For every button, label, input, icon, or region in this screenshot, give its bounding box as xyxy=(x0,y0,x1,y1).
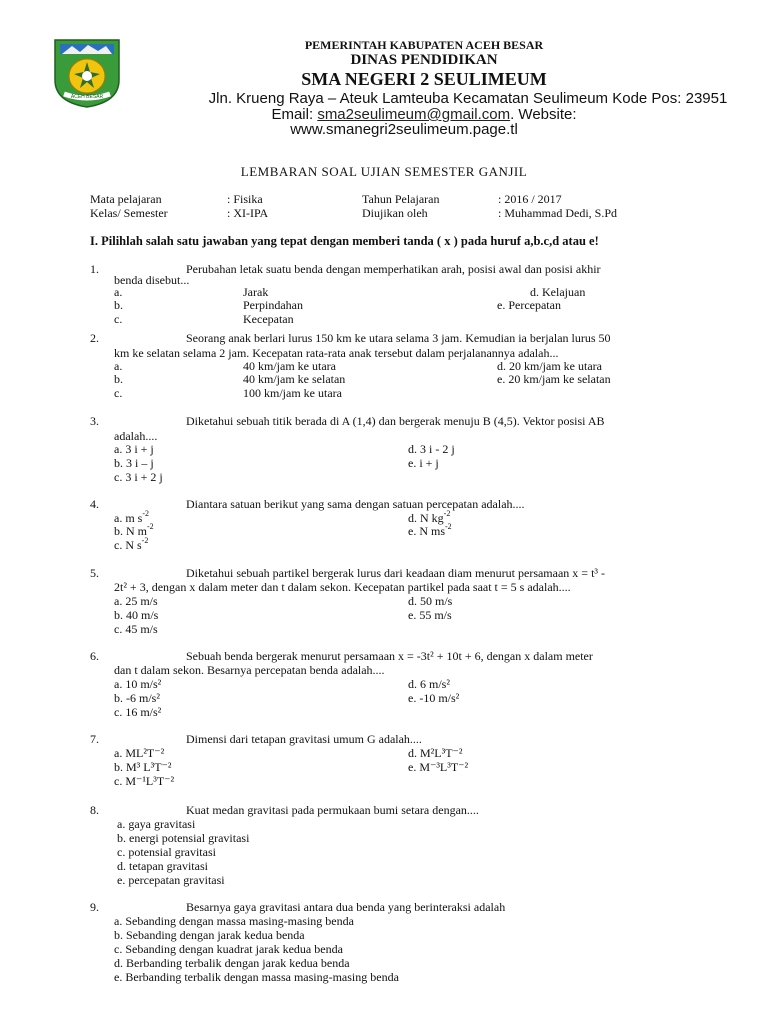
q6-option-e[interactable]: e. -10 m/s² xyxy=(408,691,460,705)
q3-option-b[interactable]: b. 3 i – j xyxy=(114,456,154,470)
info-mapel-label: Mata pelajaran xyxy=(90,192,162,206)
website-label: . Website: xyxy=(510,106,577,123)
q1-option-a-letter[interactable]: a. xyxy=(114,285,123,299)
q2-option-c-text: 100 km/jam ke utara xyxy=(243,386,342,400)
q2-text-line2: km ke selatan selama 2 jam. Kecepatan rata-rata anak tersebut dalam perjalanannya adalah... xyxy=(114,346,559,360)
q1-option-b-text: Perpindahan xyxy=(243,298,303,312)
q2-option-e[interactable]: e. 20 km/jam ke selatan xyxy=(497,372,611,386)
q9-number: 9. xyxy=(90,900,99,914)
q9-option-c[interactable]: c. Sebanding dengan kuadrat jarak kedua benda xyxy=(114,942,343,956)
q9-text: Besarnya gaya gravitasi antara dua benda yang berinteraksi adalah xyxy=(186,900,506,914)
instruction: I. Pilihlah salah satu jawaban yang tepat dengan memberi tanda ( x ) pada huruf a,b.c,d atau e! xyxy=(90,234,599,248)
info-kelas-value: : XI-IPA xyxy=(227,206,269,220)
q1-text-line1: Perubahan letak suatu benda dengan memperhatikan arah, posisi awal dan posisi akhir xyxy=(186,262,601,276)
q4-option-d-text: d. N kg xyxy=(408,511,444,525)
q5-option-e[interactable]: e. 55 m/s xyxy=(408,608,452,622)
q6-number: 6. xyxy=(90,649,99,663)
q5-option-b[interactable]: b. 40 m/s xyxy=(114,608,159,622)
q4-option-d-exponent: -2 xyxy=(443,509,451,518)
q4-text: Diantara satuan berikut yang sama dengan satuan percepatan adalah.... xyxy=(186,497,525,511)
q1-option-d[interactable]: d. Kelajuan xyxy=(530,285,586,299)
q1-option-b-letter[interactable]: b. xyxy=(114,298,123,312)
q2-option-a-letter[interactable]: a. xyxy=(114,359,123,373)
q2-text-line1: Seorang anak berlari lurus 150 km ke utara selama 3 jam. Kemudian ia berjalan lurus 50 xyxy=(186,331,611,345)
q1-text-line2: benda disebut... xyxy=(114,273,190,287)
exam-title: LEMBARAN SOAL UJIAN SEMESTER GANJIL xyxy=(240,164,528,179)
q7-option-b[interactable]: b. M³ L³T⁻² xyxy=(114,760,172,774)
q7-number: 7. xyxy=(90,732,99,746)
email-label: Email: xyxy=(271,106,318,123)
info-tahun-label: Tahun Pelajaran xyxy=(362,192,440,206)
q3-text-line1: Diketahui sebuah titik berada di A (1,4) dan bergerak menuju B (4,5). Vektor posisi AB xyxy=(186,414,605,428)
q9-option-e[interactable]: e. Berbanding terbalik dengan massa masing-masing benda xyxy=(114,970,399,984)
q9-option-d[interactable]: d. Berbanding terbalik dengan jarak kedua benda xyxy=(114,956,350,970)
q1-option-c-letter[interactable]: c. xyxy=(114,312,123,326)
q6-option-a[interactable]: a. 10 m/s² xyxy=(114,677,162,691)
q4-option-c[interactable] xyxy=(114,538,148,552)
q3-option-e[interactable]: e. i + j xyxy=(408,456,439,470)
info-mapel-value: : Fisika xyxy=(227,192,263,206)
header-address: Jln. Krueng Raya – Ateuk Lamteuba Kecamatan Seulimeum Kode Pos: 23951 xyxy=(208,90,728,107)
q2-option-b-letter[interactable]: b. xyxy=(114,372,123,386)
q8-option-a[interactable]: a. gaya gravitasi xyxy=(117,817,196,831)
q7-text: Dimensi dari tetapan gravitasi umum G adalah.... xyxy=(186,732,422,746)
q9-option-a[interactable]: a. Sebanding dengan massa masing-masing benda xyxy=(114,914,354,928)
q6-option-d[interactable]: d. 6 m/s² xyxy=(408,677,450,691)
svg-text:ACEH BESAR: ACEH BESAR xyxy=(70,94,104,100)
q3-option-d[interactable]: d. 3 i - 2 j xyxy=(408,442,455,456)
q1-option-a-text: Jarak xyxy=(243,285,269,299)
q5-text-line1: Diketahui sebuah partikel bergerak lurus dari keadaan diam menurut persamaan x = t³ - xyxy=(186,566,605,580)
q4-option-d[interactable] xyxy=(408,511,450,525)
info-diujikan-label: Diujikan oleh xyxy=(362,206,428,220)
q9-option-b[interactable]: b. Sebanding dengan jarak kedua benda xyxy=(114,928,305,942)
email-link[interactable]: sma2seulimeum@gmail.com xyxy=(317,106,511,123)
q7-option-a[interactable]: a. ML²T⁻² xyxy=(114,746,165,760)
q2-option-b-text: 40 km/jam ke selatan xyxy=(243,372,346,386)
header-department: DINAS PENDIDIKAN xyxy=(350,52,498,68)
q4-option-c-text: c. N s xyxy=(114,538,142,552)
q6-option-b[interactable]: b. -6 m/s² xyxy=(114,691,160,705)
q3-text-line2: adalah.... xyxy=(114,429,158,443)
q8-option-e[interactable]: e. percepatan gravitasi xyxy=(117,873,225,887)
q5-number: 5. xyxy=(90,566,99,580)
q4-option-a[interactable] xyxy=(114,511,149,525)
q7-option-c[interactable]: c. M⁻¹L³T⁻² xyxy=(114,774,175,788)
q8-text: Kuat medan gravitasi pada permukaan bumi setara dengan.... xyxy=(186,803,479,817)
q2-option-a-text: 40 km/jam ke utara xyxy=(243,359,336,373)
q1-option-c-text: Kecepatan xyxy=(243,312,294,326)
q4-option-e-text: e. N ms xyxy=(408,524,445,538)
header-school-name: SMA NEGERI 2 SEULIMEUM xyxy=(301,69,547,89)
q4-option-b-exponent: -2 xyxy=(147,522,154,531)
q4-option-e-exponent: -2 xyxy=(445,522,452,531)
q1-number: 1. xyxy=(90,262,99,276)
q3-option-a[interactable]: a. 3 i + j xyxy=(114,442,154,456)
q4-number: 4. xyxy=(90,497,99,511)
q7-option-e[interactable]: e. M⁻³L³T⁻² xyxy=(408,760,469,774)
q3-number: 3. xyxy=(90,414,99,428)
info-tahun-value: : 2016 / 2017 xyxy=(498,192,562,206)
q5-option-a[interactable]: a. 25 m/s xyxy=(114,594,158,608)
q8-option-b[interactable]: b. energi potensial gravitasi xyxy=(117,831,250,845)
q6-text-line1: Sebuah benda bergerak menurut persamaan x = -3t² + 10t + 6, dengan x dalam meter xyxy=(186,649,593,663)
info-kelas-label: Kelas/ Semester xyxy=(90,206,168,220)
q2-option-c-letter[interactable]: c. xyxy=(114,386,123,400)
q3-option-c[interactable]: c. 3 i + 2 j xyxy=(114,470,163,484)
header-government: PEMERINTAH KABUPATEN ACEH BESAR xyxy=(304,38,544,52)
q4-option-a-exponent: -2 xyxy=(142,509,150,518)
q2-option-d[interactable]: d. 20 km/jam ke utara xyxy=(497,359,602,373)
q4-option-c-exponent: -2 xyxy=(141,536,149,545)
q5-option-d[interactable]: d. 50 m/s xyxy=(408,594,453,608)
q4-option-b-text: b. N m xyxy=(114,524,147,538)
q8-option-d[interactable]: d. tetapan gravitasi xyxy=(117,859,208,873)
q1-option-e[interactable]: e. Percepatan xyxy=(497,298,561,312)
q7-option-d[interactable]: d. M²L³T⁻² xyxy=(408,746,463,760)
q4-option-e[interactable] xyxy=(408,524,452,538)
q6-option-c[interactable]: c. 16 m/s² xyxy=(114,705,162,719)
q2-number: 2. xyxy=(90,331,99,345)
q5-text-line2: 2t² + 3, dengan x dalam meter dan t dalam sekon. Kecepatan partikel pada saat t = 5 s adalah.... xyxy=(114,580,571,594)
q4-option-a-text: a. m s xyxy=(114,511,143,525)
q8-number: 8. xyxy=(90,803,99,817)
header-website: www.smanegri2seulimeum.page.tl xyxy=(290,121,518,138)
info-diujikan-value: : Muhammad Dedi, S.Pd xyxy=(498,206,617,220)
q8-option-c[interactable]: c. potensial gravitasi xyxy=(117,845,216,859)
q5-option-c[interactable]: c. 45 m/s xyxy=(114,622,158,636)
q6-text-line2: dan t dalam sekon. Besarnya percepatan benda adalah.... xyxy=(114,663,385,677)
